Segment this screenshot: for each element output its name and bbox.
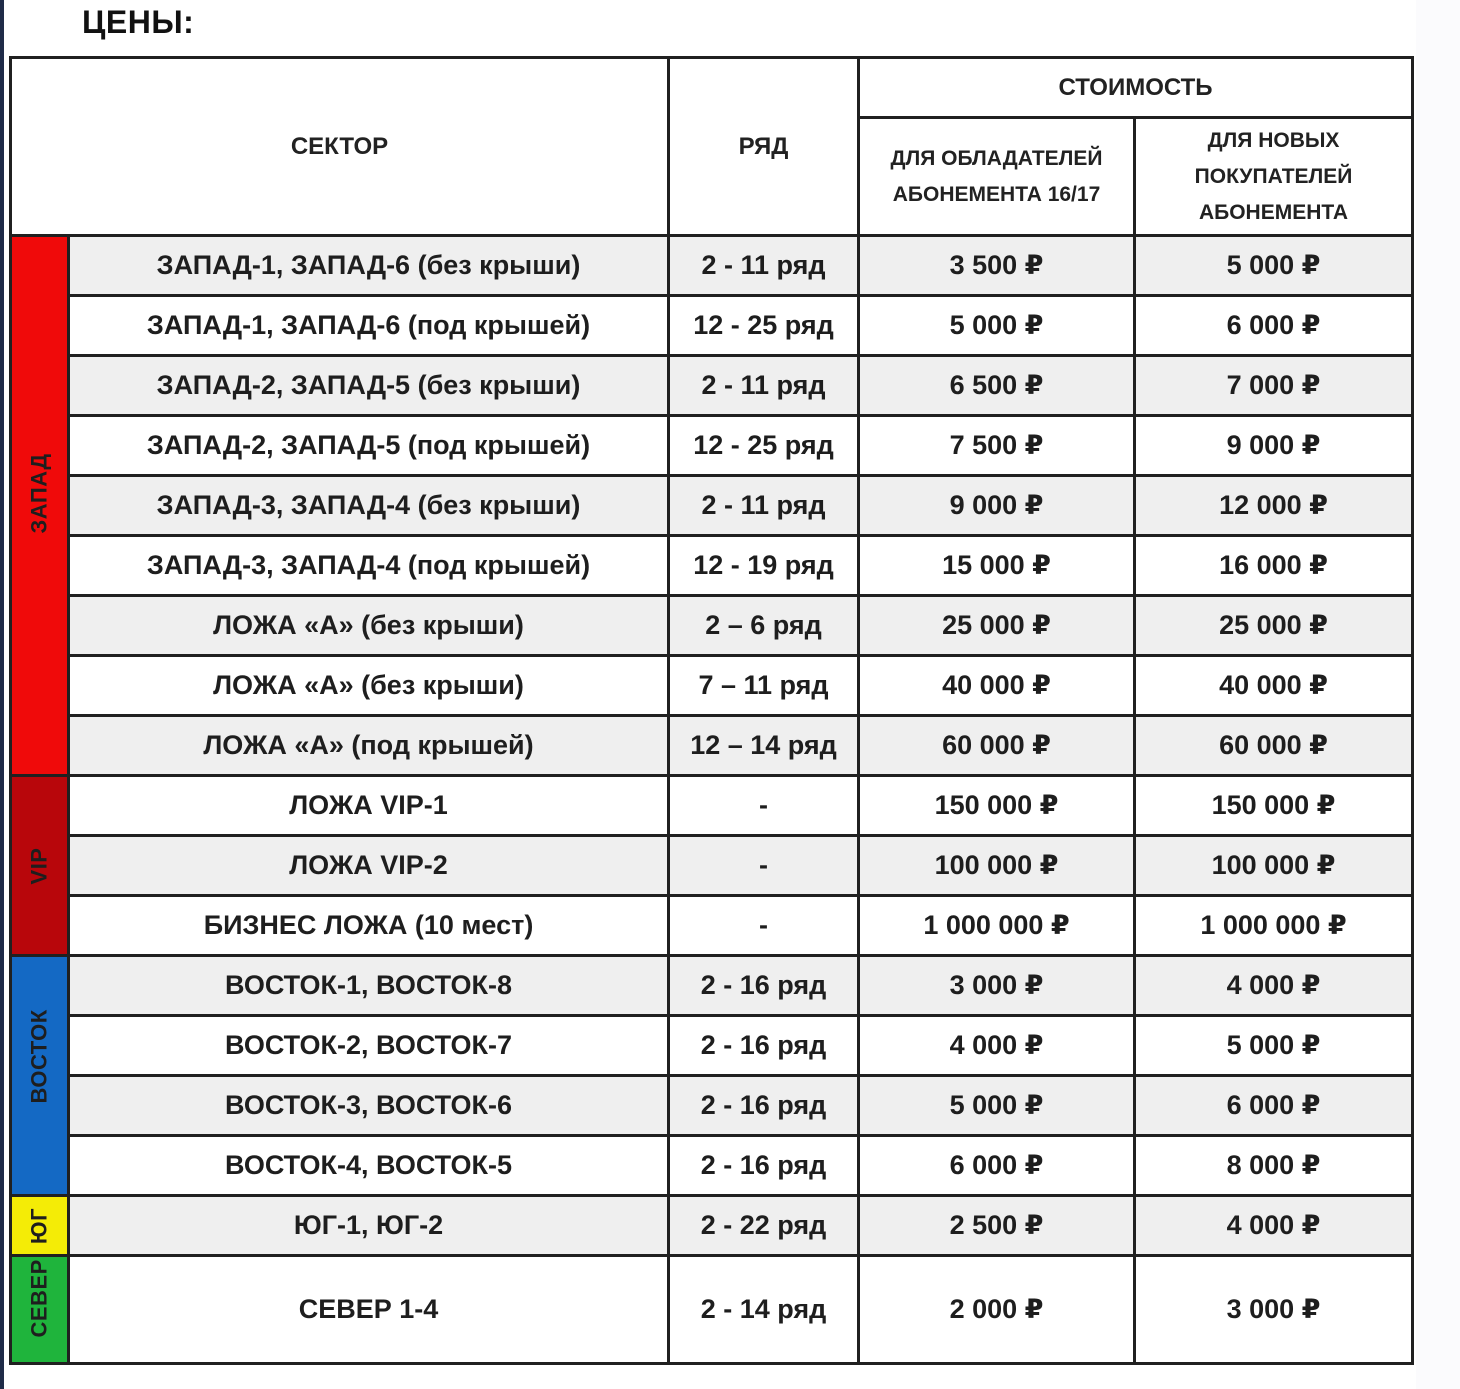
price-new-cell: 9 000 ₽	[1135, 416, 1413, 476]
header-new-line: ДЛЯ НОВЫХ	[1207, 128, 1340, 152]
row-cell: -	[669, 776, 859, 836]
group-label-sever	[11, 1256, 69, 1364]
price-holders-cell: 1 000 000 ₽	[859, 896, 1135, 956]
price-new-cell: 5 000 ₽	[1135, 1016, 1413, 1076]
table-row	[11, 776, 1413, 836]
row-cell: 2 - 16 ряд	[669, 1076, 859, 1136]
table-row	[11, 416, 1413, 476]
row-cell: 2 - 22 ряд	[669, 1196, 859, 1256]
table-row	[11, 1136, 1413, 1196]
price-new-cell: 6 000 ₽	[1135, 296, 1413, 356]
price-holders-cell: 6 500 ₽	[859, 356, 1135, 416]
header-new-line: АБОНЕМЕНТА	[1198, 200, 1349, 224]
table-row	[11, 716, 1413, 776]
price-holders-cell: 60 000 ₽	[859, 716, 1135, 776]
table-row	[11, 656, 1413, 716]
row-cell: 12 - 25 ряд	[669, 416, 859, 476]
price-holders-cell: 100 000 ₽	[859, 836, 1135, 896]
price-holders-cell: 5 000 ₽	[859, 1076, 1135, 1136]
page-title: ЦЕНЫ:	[82, 4, 195, 40]
group-label-vip	[11, 776, 69, 956]
row-cell: 2 - 14 ряд	[669, 1256, 859, 1364]
row-cell: 2 – 6 ряд	[669, 596, 859, 656]
group-label-text: СЕВЕР	[26, 1258, 52, 1337]
table-row	[11, 236, 1413, 296]
price-holders-cell: 15 000 ₽	[859, 536, 1135, 596]
table-row	[11, 1016, 1413, 1076]
price-new-cell: 4 000 ₽	[1135, 956, 1413, 1016]
table-row	[11, 296, 1413, 356]
row-cell: 2 - 16 ряд	[669, 956, 859, 1016]
header-holders-line: АБОНЕМЕНТА 16/17	[892, 182, 1101, 206]
sector-cell: ЗАПАД-2, ЗАПАД-5 (под крышей)	[69, 416, 669, 476]
price-new-cell: 100 000 ₽	[1135, 836, 1413, 896]
header-cost: СТОИМОСТЬ	[859, 58, 1413, 118]
table-row	[11, 1256, 1413, 1364]
sector-cell: ЗАПАД-2, ЗАПАД-5 (без крыши)	[69, 356, 669, 416]
left-window-edge	[0, 0, 4, 1389]
price-new-cell: 8 000 ₽	[1135, 1136, 1413, 1196]
table-row	[11, 896, 1413, 956]
sector-cell: ЛОЖА «А» (без крыши)	[69, 656, 669, 716]
group-label-text: ЗАПАД	[26, 452, 52, 533]
price-new-cell: 60 000 ₽	[1135, 716, 1413, 776]
row-cell: 7 – 11 ряд	[669, 656, 859, 716]
table-row	[11, 596, 1413, 656]
price-holders-cell: 25 000 ₽	[859, 596, 1135, 656]
table-row	[11, 476, 1413, 536]
header-new-line: ПОКУПАТЕЛЕЙ	[1194, 164, 1353, 188]
header-holders	[859, 118, 1135, 236]
price-table	[9, 56, 1414, 1365]
header-sector: СЕКТОР	[11, 58, 669, 236]
price-new-cell: 25 000 ₽	[1135, 596, 1413, 656]
sector-cell: ЗАПАД-1, ЗАПАД-6 (без крыши)	[69, 236, 669, 296]
row-cell: 12 - 19 ряд	[669, 536, 859, 596]
row-cell: -	[669, 896, 859, 956]
table-row	[11, 536, 1413, 596]
sector-cell: СЕВЕР 1-4	[69, 1256, 669, 1364]
right-margin	[1416, 0, 1460, 1389]
sector-cell: ЛОЖА VIP-2	[69, 836, 669, 896]
row-cell: 2 - 16 ряд	[669, 1136, 859, 1196]
price-holders-cell: 5 000 ₽	[859, 296, 1135, 356]
row-cell: 2 - 11 ряд	[669, 476, 859, 536]
price-new-cell: 150 000 ₽	[1135, 776, 1413, 836]
group-label-text: ЮГ	[26, 1207, 52, 1244]
price-new-cell: 4 000 ₽	[1135, 1196, 1413, 1256]
sector-cell: ВОСТОК-2, ВОСТОК-7	[69, 1016, 669, 1076]
sector-cell: ЮГ-1, ЮГ-2	[69, 1196, 669, 1256]
header-holders-line: ДЛЯ ОБЛАДАТЕЛЕЙ	[890, 146, 1103, 170]
sector-cell: ВОСТОК-3, ВОСТОК-6	[69, 1076, 669, 1136]
row-cell: -	[669, 836, 859, 896]
row-cell: 12 - 25 ряд	[669, 296, 859, 356]
row-cell: 2 - 16 ряд	[669, 1016, 859, 1076]
sector-cell: ЗАПАД-3, ЗАПАД-4 (под крышей)	[69, 536, 669, 596]
table-row	[11, 1076, 1413, 1136]
price-holders-cell: 2 500 ₽	[859, 1196, 1135, 1256]
price-new-cell: 7 000 ₽	[1135, 356, 1413, 416]
price-holders-cell: 2 000 ₽	[859, 1256, 1135, 1364]
sector-cell: ЗАПАД-1, ЗАПАД-6 (под крышей)	[69, 296, 669, 356]
sector-cell: ЛОЖА VIP-1	[69, 776, 669, 836]
table-row	[11, 956, 1413, 1016]
sector-cell: ЛОЖА «А» (под крышей)	[69, 716, 669, 776]
price-new-cell: 1 000 000 ₽	[1135, 896, 1413, 956]
price-holders-cell: 150 000 ₽	[859, 776, 1135, 836]
table-row	[11, 836, 1413, 896]
price-new-cell: 6 000 ₽	[1135, 1076, 1413, 1136]
row-cell: 12 – 14 ряд	[669, 716, 859, 776]
price-new-cell: 3 000 ₽	[1135, 1256, 1413, 1364]
table-row	[11, 1196, 1413, 1256]
group-label-text: VIP	[26, 847, 52, 884]
price-new-cell: 16 000 ₽	[1135, 536, 1413, 596]
price-holders-cell: 3 500 ₽	[859, 236, 1135, 296]
sector-cell: ЛОЖА «А» (без крыши)	[69, 596, 669, 656]
sector-cell: ВОСТОК-1, ВОСТОК-8	[69, 956, 669, 1016]
price-holders-cell: 3 000 ₽	[859, 956, 1135, 1016]
price-new-cell: 5 000 ₽	[1135, 236, 1413, 296]
price-holders-cell: 7 500 ₽	[859, 416, 1135, 476]
group-label-yug	[11, 1196, 69, 1256]
row-cell: 2 - 11 ряд	[669, 356, 859, 416]
price-new-cell: 12 000 ₽	[1135, 476, 1413, 536]
price-new-cell: 40 000 ₽	[1135, 656, 1413, 716]
group-label-zapad	[11, 236, 69, 776]
price-holders-cell: 6 000 ₽	[859, 1136, 1135, 1196]
group-label-vostok	[11, 956, 69, 1196]
group-label-text: ВОСТОК	[26, 1008, 52, 1103]
sector-cell: ЗАПАД-3, ЗАПАД-4 (без крыши)	[69, 476, 669, 536]
header-row: РЯД	[669, 58, 859, 236]
sector-cell: ВОСТОК-4, ВОСТОК-5	[69, 1136, 669, 1196]
row-cell: 2 - 11 ряд	[669, 236, 859, 296]
table-row	[11, 356, 1413, 416]
sector-cell: БИЗНЕС ЛОЖА (10 мест)	[69, 896, 669, 956]
header-new-buyers	[1135, 118, 1413, 236]
price-holders-cell: 9 000 ₽	[859, 476, 1135, 536]
price-holders-cell: 4 000 ₽	[859, 1016, 1135, 1076]
price-holders-cell: 40 000 ₽	[859, 656, 1135, 716]
